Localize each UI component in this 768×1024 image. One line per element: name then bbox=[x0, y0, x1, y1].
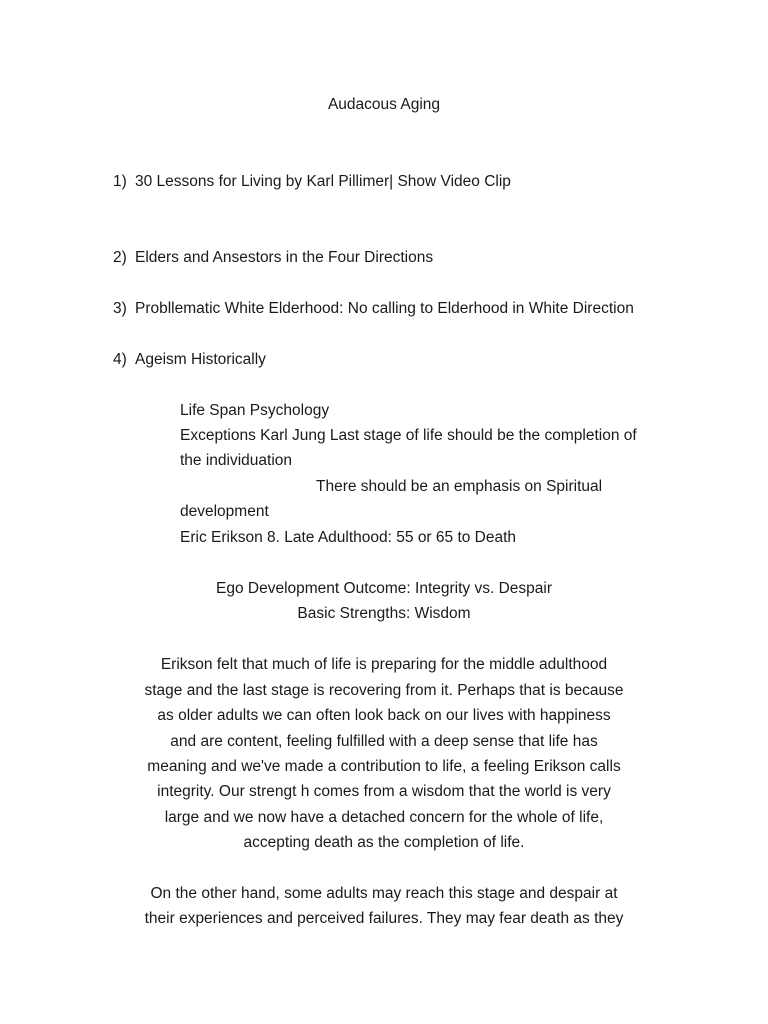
paragraph-line: their experiences and perceived failures. They may fear death as they bbox=[144, 910, 624, 927]
erikson-line: Eric Erikson 8. Late Adulthood: 55 or 65 to Death bbox=[180, 529, 517, 546]
document-title: Audacous Aging bbox=[327, 96, 441, 113]
list-item-text: Probllematic White Elderhood: No calling to Elderhood in White Direction bbox=[135, 300, 634, 317]
paragraph-line: as older adults we can often look back on our lives with happiness bbox=[157, 707, 611, 724]
paragraph-line: large and we now have a detached concern for the whole of life, bbox=[164, 809, 604, 826]
paragraph-line: stage and the last stage is recovering from it. Perhaps that is because bbox=[144, 682, 624, 699]
list-item-number: 3) bbox=[113, 300, 127, 317]
jung-line: There should be an emphasis on Spiritual bbox=[316, 478, 603, 495]
list-item bbox=[113, 248, 433, 268]
list-item-text: Elders and Ansestors in the Four Directions bbox=[135, 249, 434, 266]
jung-line: Exceptions Karl Jung Last stage of life should be the completion of bbox=[180, 427, 637, 444]
list-item-text: Ageism Historically bbox=[135, 351, 266, 368]
basic-strengths: Basic Strengths: Wisdom bbox=[297, 605, 471, 622]
paragraph-line: integrity. Our strengt h comes from a wisdom that the world is very bbox=[157, 783, 611, 800]
jung-line: development bbox=[180, 503, 269, 520]
list-item-number: 2) bbox=[113, 249, 127, 266]
list-item-number: 4) bbox=[113, 351, 127, 368]
list-item-number: 1) bbox=[113, 173, 127, 190]
life-span-heading: Life Span Psychology bbox=[180, 402, 330, 419]
ego-outcome: Ego Development Outcome: Integrity vs. Despair bbox=[216, 580, 552, 597]
paragraph-line: meaning and we've made a contribution to life, a feeling Erikson calls bbox=[147, 758, 621, 775]
list-item bbox=[113, 350, 266, 370]
paragraph-line: accepting death as the completion of life. bbox=[243, 834, 525, 851]
list-item bbox=[113, 172, 511, 192]
list-item bbox=[113, 299, 634, 319]
list-item-text: 30 Lessons for Living by Karl Pillimer| Show Video Clip bbox=[135, 173, 511, 190]
paragraph-line: On the other hand, some adults may reach this stage and despair at bbox=[150, 885, 618, 902]
paragraph-line: and are content, feeling fulfilled with a deep sense that life has bbox=[170, 733, 598, 750]
jung-line: the individuation bbox=[180, 452, 293, 469]
paragraph-line: Erikson felt that much of life is preparing for the middle adulthood bbox=[160, 656, 608, 673]
